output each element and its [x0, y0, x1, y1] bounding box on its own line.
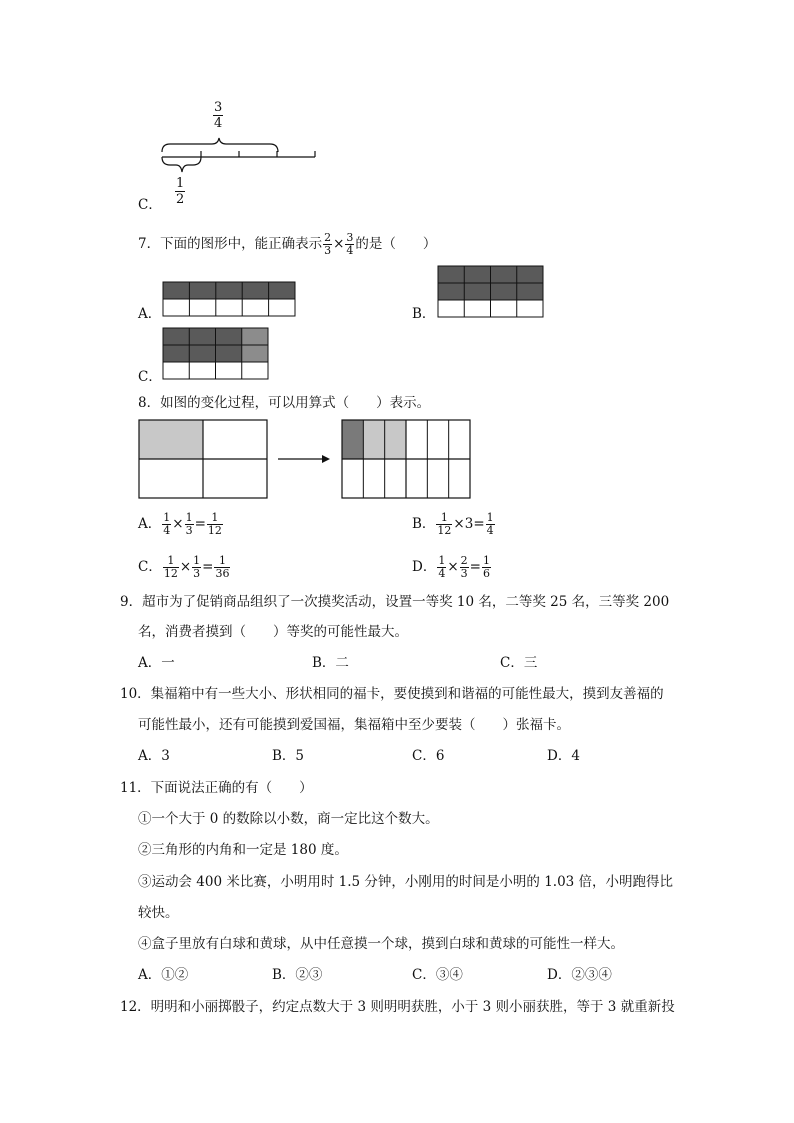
q8-a-op: × [172, 516, 184, 532]
q8-option-b-label: B． [412, 516, 436, 532]
q8-d-f2-den: 3 [460, 567, 468, 580]
q9-line1: 9．超市为了促销商品组织了一次摸奖活动，设置一等奖 10 名，二等奖 25 名，三等奖 200 [120, 594, 670, 610]
q8-option-d [412, 555, 492, 580]
q7-option-b-grid [438, 266, 543, 317]
q8-a-f1-num: 1 [163, 511, 171, 524]
q11-statement-3: ③运动会 400 米比赛，小明用时 1.5 分钟，小刚用的时间是小明的 1.03 倍，小明跑得比 [138, 874, 674, 890]
q11-statement-2: ②三角形的内角和一定是 180 度。 [138, 842, 348, 858]
q8-a-frac3 [207, 512, 223, 537]
q8-a-f2-num: 1 [185, 511, 193, 524]
q8-b-op: ×3= [453, 516, 485, 532]
q10-line2: 可能性最小，还有可能摸到爱国福，集福箱中至少要装（ ）张福卡。 [138, 717, 570, 733]
q8-b-frac1 [436, 512, 452, 537]
upper-fraction-numerator: 3 [214, 100, 223, 115]
q8-a-eq: = [194, 516, 206, 532]
q10-option-b: B．5 [272, 748, 305, 764]
q9-option-a: A．一 [138, 655, 175, 671]
q11-option-c: C．③④ [412, 967, 463, 983]
q8-c-frac2 [192, 555, 201, 580]
q8-d-f3-num: 1 [482, 554, 490, 567]
q7-option-a-grid [163, 282, 295, 316]
q8-d-frac1 [437, 555, 446, 580]
q8-right-rectangle [342, 420, 470, 498]
q8-a-frac1 [162, 512, 171, 537]
q8-c-f1-den: 12 [163, 567, 178, 580]
q9-option-b: B．二 [312, 655, 349, 671]
q10-option-d: D．4 [547, 748, 580, 764]
q8-a-f2-den: 3 [185, 524, 193, 537]
upper-brace [162, 138, 278, 152]
q7-stem [138, 232, 436, 257]
q7-fraction-2 [345, 232, 354, 257]
q8-option-d-label: D． [412, 559, 437, 575]
q8-b-f3-den: 4 [486, 524, 494, 537]
q8-d-op: × [447, 559, 459, 575]
q11-statement-3-cont: 较快。 [138, 905, 179, 921]
q10-option-c: C．6 [412, 748, 445, 764]
q7-fraction-1 [323, 232, 332, 257]
q11-statement-1: ①一个大于 0 的数除以小数，商一定比这个数大。 [138, 811, 439, 827]
lower-fraction-numerator: 1 [176, 176, 185, 191]
q9-option-c: C．三 [500, 655, 538, 671]
q8-arrow [278, 453, 332, 465]
lower-fraction [175, 176, 185, 207]
q8-d-f1-den: 4 [438, 567, 446, 580]
q9-line2: 名，消费者摸到（ ）等奖的可能性最大。 [138, 624, 408, 640]
q8-c-op: × [179, 559, 192, 575]
q8-c-f3-den: 36 [215, 567, 230, 580]
q8-c-frac3 [214, 555, 230, 580]
q8-c-f3-num: 1 [214, 555, 230, 568]
q8-d-f3-den: 6 [482, 567, 490, 580]
q11-option-d: D．②③④ [547, 967, 612, 983]
q11-statement-4: ④盒子里放有白球和黄球，从中任意摸一个球，摸到白球和黄球的可能性一样大。 [138, 936, 624, 952]
q7-frac2-num: 3 [346, 231, 354, 244]
q8-c-frac1 [163, 555, 179, 580]
q11-stem: 11．下面说法正确的有（ ） [120, 780, 313, 796]
q8-d-f1-num: 1 [438, 554, 446, 567]
q7-frac1-num: 2 [324, 231, 332, 244]
lower-brace [162, 157, 201, 172]
q7-frac1-den: 3 [324, 244, 332, 257]
q7-option-a-label: A． [138, 306, 162, 322]
q8-a-f3-num: 1 [207, 512, 223, 525]
q8-c-f2-den: 3 [193, 567, 201, 580]
q8-b-f3-num: 1 [486, 511, 494, 524]
q10-option-a: A．3 [138, 748, 170, 764]
q8-option-c [138, 555, 231, 580]
upper-fraction-denominator: 4 [214, 116, 223, 131]
q8-b-frac3 [486, 512, 495, 537]
q8-option-a-label: A． [138, 516, 162, 532]
lower-fraction-denominator: 2 [176, 192, 185, 207]
q7-option-c-grid [163, 328, 268, 379]
q12-line1: 12．明明和小丽掷骰子，约定点数大于 3 则明明获胜，小于 3 则小丽获胜，等于 3 就重新投 [120, 999, 675, 1015]
q8-option-b [412, 512, 496, 537]
q8-d-frac2 [460, 555, 469, 580]
q7-text-after: 的是（ ） [355, 236, 437, 252]
q8-d-eq: = [469, 559, 481, 575]
q8-a-frac2 [185, 512, 194, 537]
q8-d-f2-num: 2 [460, 554, 468, 567]
number-line-figure [0, 0, 794, 230]
q8-c-f2-num: 1 [193, 554, 201, 567]
q7-text-before: 7．下面的图形中，能正确表示 [138, 236, 323, 252]
q8-option-a [138, 512, 224, 537]
q7-option-c-label: C． [138, 369, 162, 385]
q7-option-b-label: B． [412, 306, 436, 322]
q8-a-f1-den: 4 [163, 524, 171, 537]
q7-times: × [333, 236, 345, 252]
q11-option-b: B．②③ [272, 967, 323, 983]
q8-c-eq: = [202, 559, 214, 575]
q8-left-rectangle [139, 420, 267, 498]
q8-c-f1-num: 1 [163, 555, 179, 568]
q8-d-frac3 [482, 555, 491, 580]
q8-a-f3-den: 12 [207, 524, 222, 537]
q8-stem: 8．如图的变化过程，可以用算式（ ）表示。 [138, 395, 431, 411]
q7-frac2-den: 4 [346, 244, 354, 257]
q8-b-f1-den: 12 [437, 524, 452, 537]
top-figure-label: C． [138, 197, 162, 213]
q8-option-c-label: C． [138, 559, 162, 575]
q11-option-a: A．①② [138, 967, 189, 983]
q10-line1: 10．集福箱中有一些大小、形状相同的福卡，要使摸到和谐福的可能性最大，摸到友善福的 [120, 686, 664, 702]
q8-b-f1-num: 1 [436, 512, 452, 525]
